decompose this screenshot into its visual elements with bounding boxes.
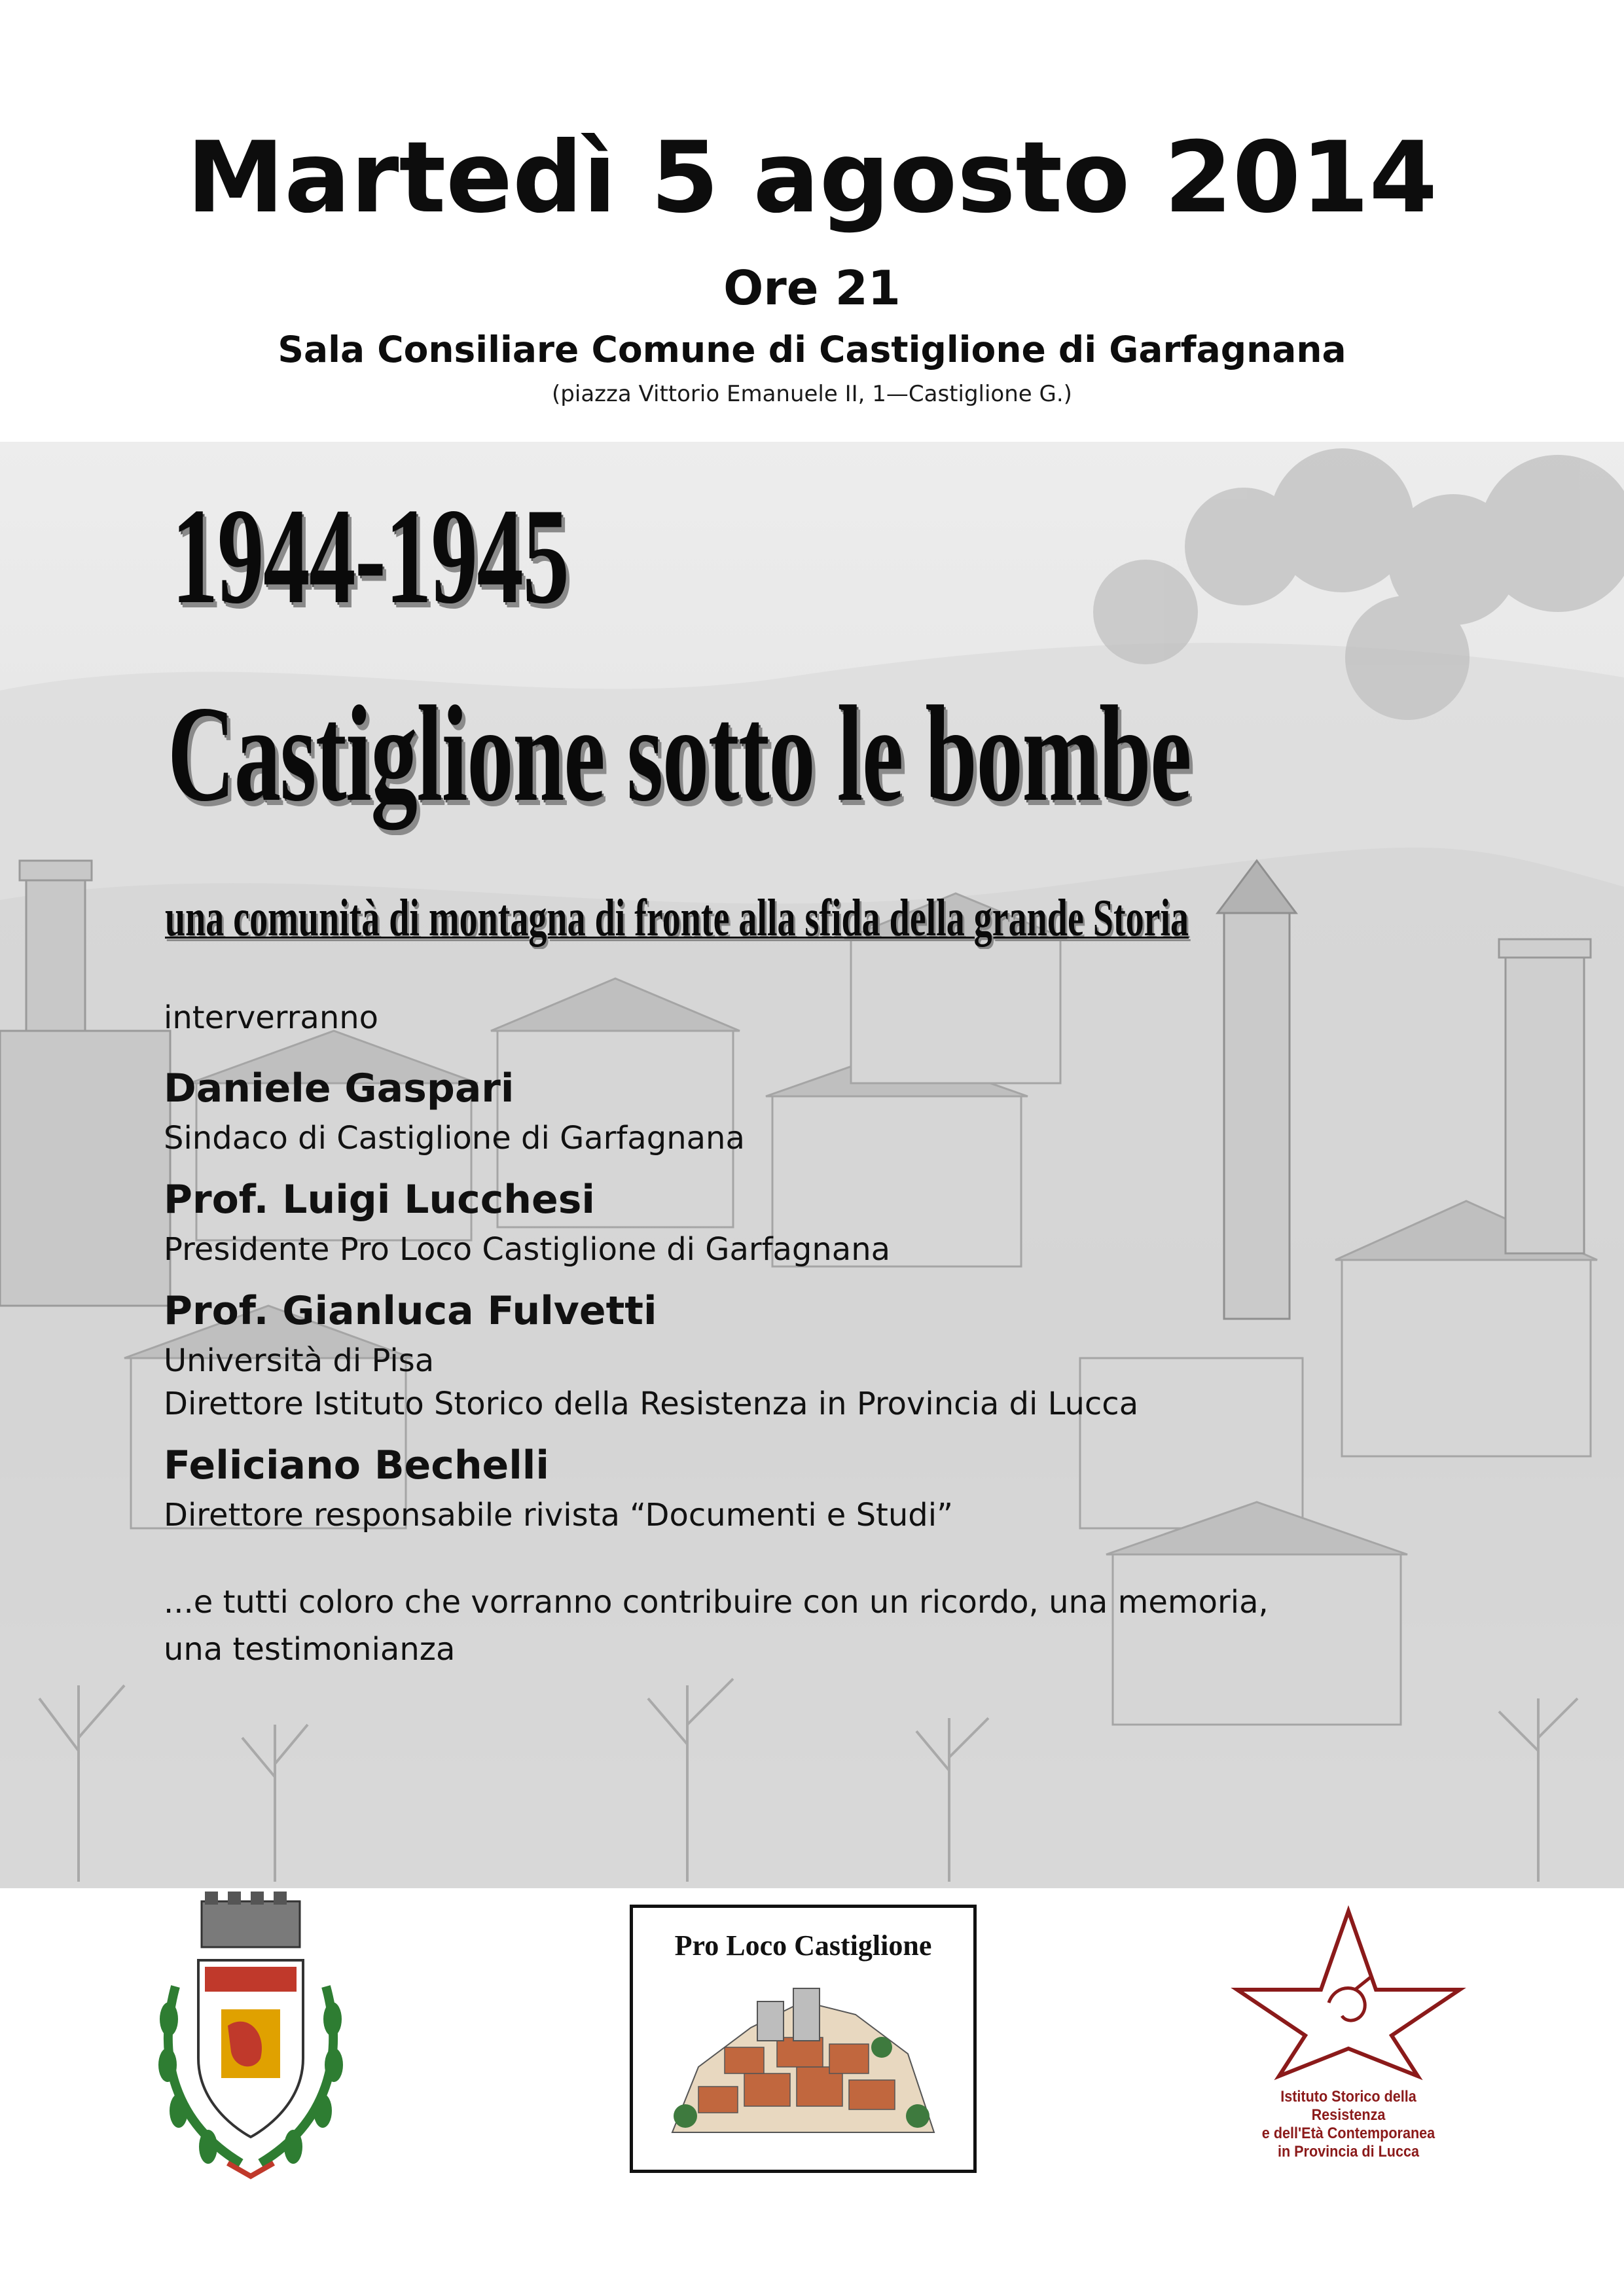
event-header <box>0 0 1624 442</box>
municipal-coat-of-arms-logo <box>149 1888 352 2189</box>
closing-note <box>164 1579 1473 1673</box>
event-date: Martedì 5 agosto 2014 <box>187 121 1437 235</box>
isrec-line: Istituto Storico della Resistenza <box>1280 2088 1416 2124</box>
isrec-line: in Provincia di Lucca <box>1277 2143 1420 2161</box>
title-subtitle: una comunità di montagna di fronte alla sfida della grande Storia <box>165 889 1189 947</box>
coat-of-arms-icon <box>149 1888 352 2189</box>
speaker-role: Direttore Istituto Storico della Resistenza in Provincia di Lucca <box>164 1386 1139 1422</box>
speaker-name: Daniele Gaspari <box>164 1066 514 1111</box>
title-years: 1944-1945 <box>171 480 569 632</box>
event-venue: Sala Consiliare Comune di Castiglione di Garfagnana <box>278 329 1346 370</box>
isrec-institute-logo <box>1231 1905 1466 2193</box>
speaker-name: Prof. Gianluca Fulvetti <box>164 1288 657 1334</box>
speaker-name: Prof. Luigi Lucchesi <box>164 1177 595 1223</box>
speakers-intro: interverranno <box>164 999 379 1036</box>
isrec-line: e dell'Età Contemporanea <box>1261 2125 1435 2142</box>
event-address: (piazza Vittorio Emanuele II, 1—Castiglione G.) <box>552 381 1072 407</box>
speaker-role: Sindaco di Castiglione di Garfagnana <box>164 1120 745 1157</box>
speaker-role: Direttore responsabile rivista “Documenti e Studi” <box>164 1497 953 1534</box>
pro-loco-title: Pro Loco Castiglione <box>674 1929 932 1962</box>
title-main: Castiglione sotto le bombe <box>168 678 1191 830</box>
speaker-item <box>164 1283 1473 1426</box>
speaker-item <box>164 1060 1473 1160</box>
red-star-icon <box>1231 1905 1466 2081</box>
speaker-name: Feliciano Bechelli <box>164 1443 549 1488</box>
closing-line: una testimonianza <box>164 1631 456 1668</box>
closing-line: ...e tutti coloro che vorranno contribuire con un ricordo, una memoria, <box>164 1584 1269 1621</box>
event-time: Ore 21 <box>723 260 901 315</box>
speaker-role: Università di Pisa <box>164 1342 435 1379</box>
speaker-item <box>164 1437 1473 1537</box>
speaker-item <box>164 1172 1473 1271</box>
isrec-caption <box>1242 2088 1454 2161</box>
speaker-role: Presidente Pro Loco Castiglione di Garfagnana <box>164 1231 891 1268</box>
village-drawing-icon <box>659 1975 947 2139</box>
speakers-section <box>164 995 1473 1673</box>
pro-loco-logo <box>630 1905 977 2173</box>
